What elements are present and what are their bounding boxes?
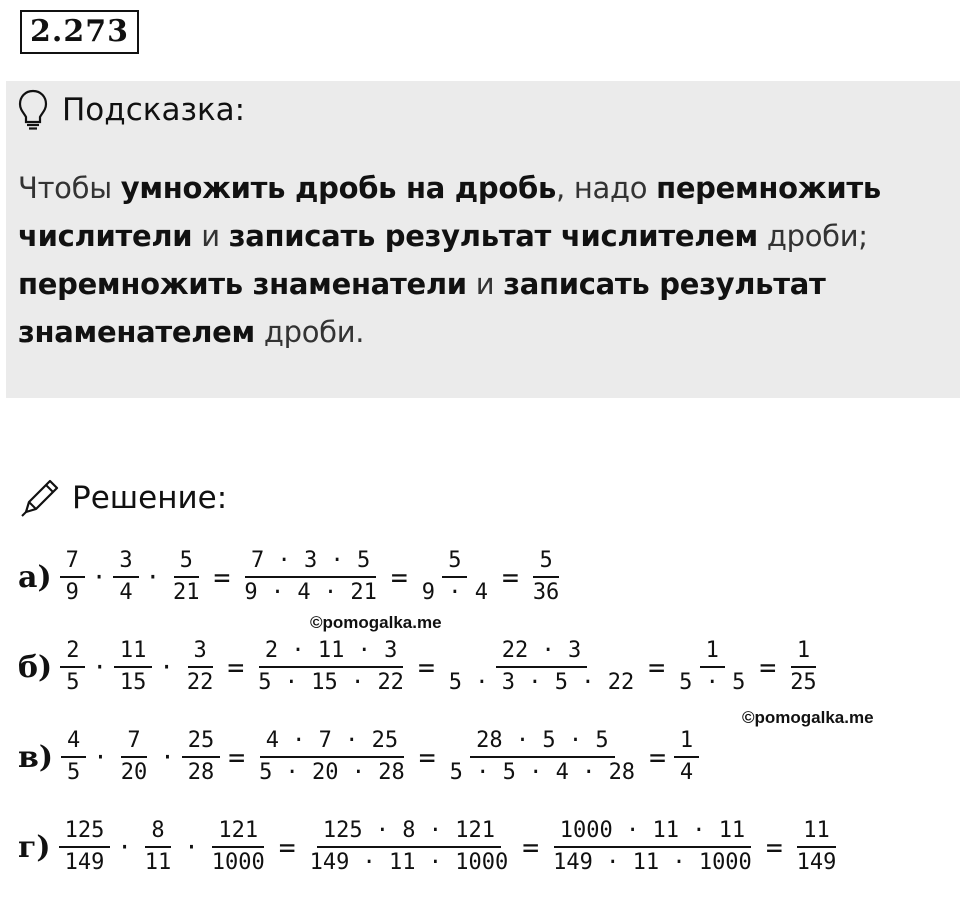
fraction-numerator: 7 [60,546,85,578]
fraction-denominator: 5 · 5 · 4 · 28 [449,760,636,785]
fraction-denominator: 25 [790,670,817,695]
row-label: в) [18,739,54,775]
fraction-denominator: 9 · 4 · 21 [244,580,377,605]
hint-text-part: и [192,219,229,253]
fraction-denominator: 28 [187,760,215,785]
fraction-denominator: 36 [532,580,560,605]
fraction-numerator: 2 · 11 · 3 [259,636,403,668]
fraction-numerator: 5 [533,546,558,578]
fraction [60,636,85,698]
row-label: б) [18,649,53,685]
fraction [784,636,823,698]
equals-sign: = [765,830,783,864]
fraction [252,636,410,698]
fraction-denominator: 20 [120,760,148,785]
fraction [443,636,640,698]
fraction [238,546,382,608]
equals-sign: = [417,650,435,684]
fraction-numerator: 1 [791,636,816,668]
fraction [547,816,758,878]
solution-header [18,474,227,522]
solution-row-g [18,816,844,878]
fraction-denominator: 5 [66,670,80,695]
fraction [167,546,206,608]
hint-bold-text: записать результат знаменателем [18,267,826,349]
solution-row-a [18,546,567,608]
lightbulb-icon [18,89,48,131]
fraction-numerator: 22 · 3 [496,636,587,668]
fraction [182,726,221,788]
hint-title: Подсказка: [62,92,246,128]
fraction-numerator: 125 · 8 · 121 [317,816,501,848]
fraction-denominator: 21 [173,580,200,605]
fraction-numerator: 3 [188,636,213,668]
fraction-numerator: 3 [113,546,138,578]
equals-sign: = [649,740,666,774]
fraction-denominator: 149 [64,850,105,875]
fraction-numerator: 11 [114,636,153,668]
fraction-denominator: 149 · 11 · 1000 [309,850,509,875]
equals-sign: = [228,740,246,774]
fraction [115,726,154,788]
fraction-numerator: 1000 · 11 · 11 [554,816,751,848]
fraction-numerator: 1 [674,726,699,758]
equals-sign: = [278,830,296,864]
fraction [206,816,271,878]
fraction-denominator: 4 [679,760,694,785]
watermark: ©pomogalka.me [742,708,874,727]
hint-text [18,164,948,356]
hint-header [18,86,245,134]
multiply-sign: · [145,563,161,591]
fraction-denominator: 11 [144,850,172,875]
hint-text-part: Чтобы [18,171,121,205]
solution-row-v [18,726,701,788]
fraction-denominator: 9 · 4 [421,580,488,605]
equals-sign: = [213,560,231,594]
fraction [60,546,85,608]
fraction-denominator: 5 · 3 · 5 · 22 [448,670,635,695]
fraction [181,636,220,698]
fraction-numerator: 11 [797,816,836,848]
fraction [674,726,699,788]
hint-bold-text: перемножить числители [18,171,881,253]
fraction-denominator: 5 · 20 · 28 [259,760,405,785]
fraction-numerator: 121 [212,816,264,848]
fraction-numerator: 7 · 3 · 5 [245,546,376,578]
fraction-denominator: 1000 [211,850,265,875]
fraction-numerator: 2 [60,636,85,668]
fraction-numerator: 125 [59,816,111,848]
fraction-numerator: 28 · 5 · 5 [470,726,614,758]
fraction [416,546,494,608]
fraction-denominator: 5 · 15 · 22 [258,670,404,695]
fraction [61,726,86,788]
fraction-denominator: 22 [186,670,214,695]
fraction-numerator: 7 [121,726,146,758]
multiply-sign: · [117,833,132,861]
equals-sign: = [522,830,540,864]
equals-sign: = [418,740,436,774]
fraction-numerator: 4 · 7 · 25 [260,726,404,758]
equals-sign: = [501,560,519,594]
fraction-numerator: 8 [145,816,170,848]
fraction [114,636,153,698]
hint-text-part: дроби. [254,315,365,349]
solution-row-b [18,636,825,698]
fraction-numerator: 5 [174,546,199,578]
fraction [59,816,111,878]
hint-bold-text: умножить дробь на дробь [120,171,556,205]
fraction [444,726,641,788]
fraction-denominator: 9 [65,580,79,605]
multiply-sign: · [160,743,175,771]
equals-sign: = [759,650,777,684]
row-label: г) [18,829,51,865]
fraction-denominator: 5 [67,760,81,785]
fraction [791,816,843,878]
task-number: 2.273 [20,10,139,54]
hint-text-part: , надо [555,171,657,205]
fraction-denominator: 4 [119,580,133,605]
fraction [253,726,411,788]
fraction-numerator: 5 [442,546,467,578]
fraction-numerator: 1 [700,636,725,668]
watermark: ©pomogalka.me [310,613,442,632]
fraction-denominator: 15 [119,670,147,695]
equals-sign: = [648,650,666,684]
fraction-denominator: 149 · 11 · 1000 [553,850,752,875]
solution-title: Решение: [72,480,228,516]
multiply-sign: · [184,833,199,861]
fraction [527,546,566,608]
equals-sign: = [227,650,245,684]
fraction [139,816,178,878]
pencil-icon [18,476,62,520]
multiply-sign: · [159,653,174,681]
fraction [113,546,138,608]
hint-text-part: дроби; [757,219,868,253]
fraction [304,816,515,878]
hint-bold-text: перемножить знаменатели [18,267,467,301]
multiply-sign: · [93,743,108,771]
row-label: а) [18,559,52,595]
fraction-numerator: 4 [61,726,86,758]
multiply-sign: · [91,563,107,591]
fraction-denominator: 149 [796,850,837,875]
multiply-sign: · [92,653,107,681]
equals-sign: = [390,560,408,594]
hint-bold-text: записать результат числителем [228,219,758,253]
fraction-numerator: 25 [182,726,221,758]
hint-text-part: и [466,267,504,301]
fraction-denominator: 5 · 5 [679,670,746,695]
fraction [673,636,751,698]
